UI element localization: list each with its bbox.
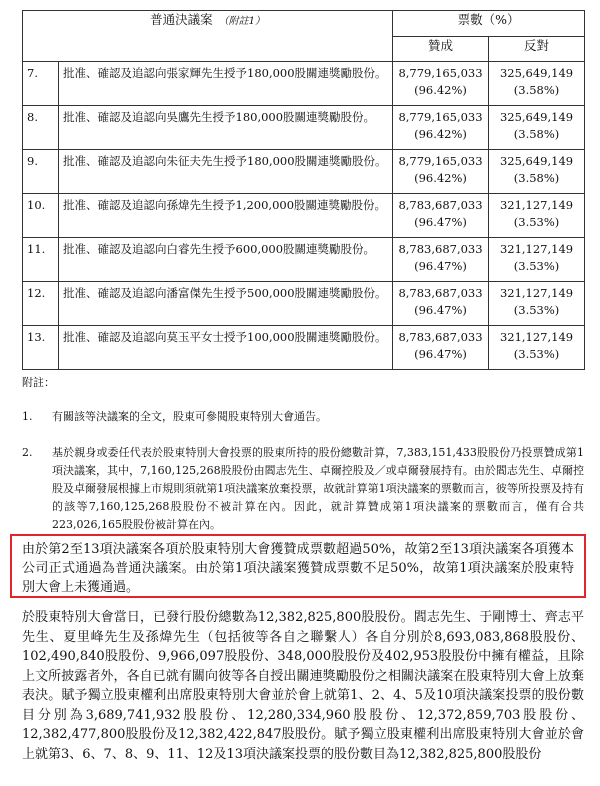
resolution-number: 7.: [23, 62, 59, 106]
votes-for-cell: [393, 106, 489, 150]
votes-for-cell: [393, 150, 489, 194]
resolution-number: 10.: [23, 194, 59, 238]
votes-for-count: 8,783,687,033: [398, 198, 483, 212]
votes-against-cell: [489, 62, 585, 106]
voting-results-table: [22, 10, 585, 370]
table-row: [23, 106, 585, 150]
votes-against-cell: [489, 326, 585, 370]
votes-against-count: 321,127,149: [499, 286, 574, 300]
resolution-text: 批准、確認及追認向孫煒先生授予1,200,000股關連獎勵股份。: [59, 194, 393, 238]
note-number: 2.: [22, 446, 33, 459]
table-row: [23, 62, 585, 106]
votes-for-count: 8,783,687,033: [398, 286, 483, 300]
table-row: [23, 150, 585, 194]
votes-for-percent: (96.42%): [414, 171, 467, 185]
resolution-number: 8.: [23, 106, 59, 150]
votes-against-percent: (3.58%): [513, 83, 560, 97]
votes-against-percent: (3.53%): [513, 347, 560, 361]
votes-for-cell: [393, 194, 489, 238]
resolution-number: 11.: [23, 238, 59, 282]
votes-against-percent: (3.53%): [513, 215, 560, 229]
for-column-header: 贊成: [393, 36, 489, 62]
note-number: 1.: [22, 410, 33, 423]
votes-against-percent: (3.53%): [513, 259, 560, 273]
resolution-number: 12.: [23, 282, 59, 326]
resolution-column-header: [23, 11, 393, 62]
against-column-header: 反對: [489, 36, 585, 62]
votes-against-cell: [489, 106, 585, 150]
votes-against-cell: [489, 150, 585, 194]
votes-for-count: 8,783,687,033: [398, 330, 483, 344]
votes-against-percent: (3.58%): [513, 171, 560, 185]
votes-for-count: 8,783,687,033: [398, 242, 483, 256]
votes-against-count: 325,649,149: [499, 154, 574, 168]
votes-for-percent: (96.42%): [414, 83, 467, 97]
votes-for-percent: (96.47%): [414, 347, 467, 361]
votes-against-cell: [489, 282, 585, 326]
votes-for-count: 8,779,165,033: [398, 110, 483, 124]
votes-column-header: 票數（%）: [393, 11, 585, 37]
resolution-text: 批准、確認及追認向潘富傑先生授予500,000股關連獎勵股份。: [59, 282, 393, 326]
table-row: [23, 194, 585, 238]
votes-for-cell: [393, 62, 489, 106]
table-row: [23, 282, 585, 326]
votes-against-count: 325,649,149: [499, 66, 574, 80]
table-row: [23, 238, 585, 282]
votes-for-cell: [393, 326, 489, 370]
notes-heading: 附註：: [22, 376, 55, 389]
resolution-text: 批准、確認及追認向朱征夫先生授予180,000股關連獎勵股份。: [59, 150, 393, 194]
votes-against-count: 321,127,149: [499, 198, 574, 212]
note-item: [22, 408, 584, 428]
votes-for-percent: (96.47%): [414, 215, 467, 229]
votes-against-count: 325,649,149: [499, 110, 574, 124]
body-paragraph: 於股東特別大會當日，已發行股份總數為12,382,825,800股股份。閻志先生、于剛博士、齊志平先生、夏里峰先生及孫煒先生（包括彼等各自之聯繫人）各自分別於8,693,083,868股股份、102,490,840股股份、9,966,097股股份、348,000股股份及402,953股股份中擁有權益，且除上文所披露者外，各自已就有關向彼等各自授出關連獎勵股份之相關決議案在股東特別大會上放棄表決。賦予獨立股東權利出席股東特別大會並於會上就第1、2、4、5及10項決議案投票的股份數目分別為3,689,741,932股股份、12,280,334,960股股份、12,372,859,703股股份、12,382,477,800股股份及12,382,422,847股股份。賦予獨立股東權利出席股東特別大會並於會上就第3、6、7、8、9、11、12及13項決議案投票的股份數目為12,382,825,800股股份: [22, 610, 584, 762]
votes-against-count: 321,127,149: [499, 242, 574, 256]
votes-for-percent: (96.47%): [414, 303, 467, 317]
highlighted-conclusion-box: [10, 534, 586, 598]
votes-for-percent: (96.42%): [414, 127, 467, 141]
note-item: [22, 444, 584, 531]
table-row: [23, 326, 585, 370]
conclusion-text: 由於第2至13項決議案各項於股東特別大會獲贊成票數超過50%，故第2至13項決議案各項獲本公司正式通過為普通決議案。由於第1項決議案獲贊成票數不足50%，故第1項決議案於股東特別大會上未獲通過。: [22, 542, 574, 595]
votes-against-percent: (3.53%): [513, 303, 560, 317]
note-text: 有關該等決議案的全文，股東可參閱股東特別大會通告。: [52, 410, 327, 423]
votes-against-cell: [489, 194, 585, 238]
votes-for-cell: [393, 282, 489, 326]
resolution-text: 批准、確認及追認向莫玉平女士授予100,000股關連獎勵股份。: [59, 326, 393, 370]
resolution-text: 批准、確認及追認向張家輝先生授予180,000股關連獎勵股份。: [59, 62, 393, 106]
votes-for-count: 8,779,165,033: [398, 154, 483, 168]
votes-for-percent: (96.47%): [414, 259, 467, 273]
resolution-header-note: （附註1）: [218, 16, 265, 27]
votes-against-percent: (3.58%): [513, 127, 560, 141]
votes-for-count: 8,779,165,033: [398, 66, 483, 80]
votes-for-cell: [393, 238, 489, 282]
resolution-text: 批准、確認及追認向白睿先生授予600,000股關連獎勵股份。: [59, 238, 393, 282]
votes-against-count: 321,127,149: [499, 330, 574, 344]
resolution-number: 9.: [23, 150, 59, 194]
note-text: 基於親身或委任代表於股東特別大會投票的股東所持的股份總數計算，7,383,151,433股股份乃投票贊成第1項決議案，其中，7,160,125,268股股份由閻志先生、卓爾控股及／或卓爾發展持有。由於閻志先生、卓爾控股及卓爾發展根據上市規則須就第1項決議案放棄投票，故就計算第1項決議案的票數而言，彼等所投票及持有的該等7,160,125,268股股份不被計算在內。因此，就計算贊成第1項決議案的票數而言，僅有合共223,026,165股股份被計算在內。: [52, 446, 584, 531]
resolution-text: 批准、確認及追認向吳鷹先生授予180,000股關連獎勵股份。: [59, 106, 393, 150]
resolution-number: 13.: [23, 326, 59, 370]
resolution-header-label: 普通決議案: [150, 12, 213, 27]
votes-against-cell: [489, 238, 585, 282]
